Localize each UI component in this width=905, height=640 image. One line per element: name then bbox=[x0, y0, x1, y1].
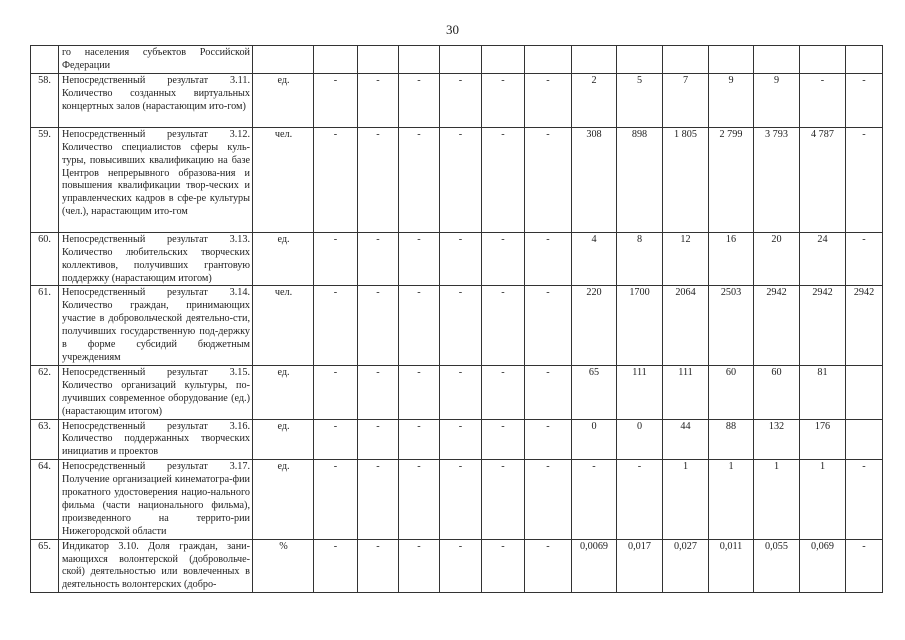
value-cell: 0,055 bbox=[754, 539, 800, 593]
value-cell: - bbox=[525, 73, 572, 127]
value-cell: 1 bbox=[663, 460, 709, 539]
value-cell: 4 bbox=[572, 232, 617, 286]
value-cell: - bbox=[440, 127, 482, 232]
value-cell: 308 bbox=[572, 127, 617, 232]
page-number: 30 bbox=[446, 22, 459, 37]
unit-cell: % bbox=[253, 539, 314, 593]
value-cell: - bbox=[482, 365, 525, 419]
value-cell: - bbox=[525, 419, 572, 460]
description-cell: Непосредственный результат 3.14. Количество граждан, принимающих участие в добровольческой деятельно-сти, получивших государственную под-держку в форме субсидий бюджетным учреждениям bbox=[59, 286, 253, 365]
value-cell: 0,027 bbox=[663, 539, 709, 593]
value-cell: - bbox=[482, 539, 525, 593]
table-row bbox=[31, 365, 883, 419]
value-cell: 0,069 bbox=[800, 539, 846, 593]
value-cell: - bbox=[358, 127, 399, 232]
value-cell: 1 805 bbox=[663, 127, 709, 232]
row-number-cell: 60. bbox=[31, 232, 59, 286]
table-row bbox=[31, 539, 883, 593]
value-cell: - bbox=[525, 365, 572, 419]
value-cell: - bbox=[358, 286, 399, 365]
value-cell: 0,017 bbox=[617, 539, 663, 593]
value-cell: - bbox=[314, 419, 358, 460]
value-cell: - bbox=[846, 232, 883, 286]
unit-cell: чел. bbox=[253, 286, 314, 365]
description-cell: Непосредственный результат 3.15. Количество организаций культуры, по-лучивших современное оборудование (ед.) (нарастающим итогом) bbox=[59, 365, 253, 419]
row-number-cell: 65. bbox=[31, 539, 59, 593]
unit-cell: чел. bbox=[253, 127, 314, 232]
value-cell: 2942 bbox=[754, 286, 800, 365]
value-cell: - bbox=[399, 419, 440, 460]
value-cell: 111 bbox=[617, 365, 663, 419]
value-cell: 16 bbox=[709, 232, 754, 286]
value-cell: 5 bbox=[617, 73, 663, 127]
value-cell: - bbox=[399, 73, 440, 127]
value-cell: 898 bbox=[617, 127, 663, 232]
row-number-cell: 59. bbox=[31, 127, 59, 232]
unit-cell: ед. bbox=[253, 73, 314, 127]
value-cell: - bbox=[399, 286, 440, 365]
value-cell: - bbox=[525, 539, 572, 593]
row-number-cell: 62. bbox=[31, 365, 59, 419]
row-number-cell bbox=[31, 46, 59, 74]
description-cell: Непосредственный результат 3.13. Количество любительских творческих коллективов, получивших грантовую поддержку (нарастающим итогом) bbox=[59, 232, 253, 286]
row-number-cell: 58. bbox=[31, 73, 59, 127]
value-cell: - bbox=[314, 286, 358, 365]
value-cell: - bbox=[482, 460, 525, 539]
value-cell: - bbox=[482, 286, 525, 365]
value-cell: - bbox=[314, 365, 358, 419]
value-cell: - bbox=[846, 73, 883, 127]
value-cell: - bbox=[846, 539, 883, 593]
value-cell: 81 bbox=[800, 365, 846, 419]
value-cell: - bbox=[482, 73, 525, 127]
value-cell: - bbox=[314, 73, 358, 127]
table-row bbox=[31, 232, 883, 286]
value-cell: - bbox=[440, 419, 482, 460]
value-cell: - bbox=[482, 232, 525, 286]
value-cell: 1 bbox=[800, 460, 846, 539]
description-cell: Индикатор 3.10. Доля граждан, зани-мающихся волонтерской (добровольче-ской) деятельностью или вовлеченных в деятельность волонтерских (добро- bbox=[59, 539, 253, 593]
continuation-row bbox=[31, 46, 883, 74]
value-cell: - bbox=[314, 232, 358, 286]
value-cell: 9 bbox=[709, 73, 754, 127]
value-cell: 2503 bbox=[709, 286, 754, 365]
value-cell: - bbox=[440, 73, 482, 127]
value-cell: 88 bbox=[709, 419, 754, 460]
value-cell: 1 bbox=[709, 460, 754, 539]
value-cell: - bbox=[482, 127, 525, 232]
unit-cell bbox=[253, 46, 314, 74]
row-number-cell: 61. bbox=[31, 286, 59, 365]
value-cell: 0,011 bbox=[709, 539, 754, 593]
value-cell: - bbox=[440, 232, 482, 286]
value-cell: 2064 bbox=[663, 286, 709, 365]
value-cell: - bbox=[440, 460, 482, 539]
value-cell: - bbox=[800, 73, 846, 127]
value-cell: - bbox=[525, 286, 572, 365]
value-cell: 2 799 bbox=[709, 127, 754, 232]
value-cell: 24 bbox=[800, 232, 846, 286]
value-cell: 111 bbox=[663, 365, 709, 419]
value-cell: - bbox=[358, 232, 399, 286]
value-cell: - bbox=[358, 419, 399, 460]
value-cell: 4 787 bbox=[800, 127, 846, 232]
value-cell: - bbox=[314, 127, 358, 232]
description-cell: Непосредственный результат 3.17. Получение организацией кинематогра-фии прокатного удостоверения нацио-нального фильма (части национального фильма), произведенного на террито-рии Нижегородской области bbox=[59, 460, 253, 539]
value-cell: - bbox=[617, 460, 663, 539]
value-cell: - bbox=[399, 460, 440, 539]
description-cell: Непосредственный результат 3.11. Количество созданных виртуальных концертных залов (нарастающим ито-гом) bbox=[59, 73, 253, 127]
value-cell: - bbox=[482, 419, 525, 460]
value-cell: 220 bbox=[572, 286, 617, 365]
value-cell: - bbox=[525, 127, 572, 232]
value-cell: - bbox=[399, 127, 440, 232]
value-cell: 2942 bbox=[846, 286, 883, 365]
value-cell: 2942 bbox=[800, 286, 846, 365]
value-cell: 8 bbox=[617, 232, 663, 286]
row-number-cell: 64. bbox=[31, 460, 59, 539]
value-cell: 1 bbox=[754, 460, 800, 539]
value-cell: 44 bbox=[663, 419, 709, 460]
value-cell: 65 bbox=[572, 365, 617, 419]
value-cell: - bbox=[572, 460, 617, 539]
value-cell: - bbox=[314, 539, 358, 593]
table-row bbox=[31, 419, 883, 460]
table-row bbox=[31, 127, 883, 232]
value-cell: - bbox=[525, 232, 572, 286]
value-cell: 9 bbox=[754, 73, 800, 127]
unit-cell: ед. bbox=[253, 365, 314, 419]
value-cell bbox=[846, 419, 883, 460]
unit-cell: ед. bbox=[253, 419, 314, 460]
value-cell: - bbox=[358, 460, 399, 539]
value-cell: 60 bbox=[754, 365, 800, 419]
value-cell: 0 bbox=[572, 419, 617, 460]
value-cell: 7 bbox=[663, 73, 709, 127]
description-cell: Непосредственный результат 3.16. Количество поддержанных творческих инициатив и проектов bbox=[59, 419, 253, 460]
value-cell: 132 bbox=[754, 419, 800, 460]
value-cell: - bbox=[440, 365, 482, 419]
value-cell: - bbox=[358, 539, 399, 593]
indicators-table bbox=[30, 45, 883, 593]
value-cell: - bbox=[314, 460, 358, 539]
value-cell: 12 bbox=[663, 232, 709, 286]
unit-cell: ед. bbox=[253, 460, 314, 539]
table-row bbox=[31, 460, 883, 539]
value-cell: - bbox=[399, 232, 440, 286]
value-cell: 2 bbox=[572, 73, 617, 127]
unit-cell: ед. bbox=[253, 232, 314, 286]
value-cell: 20 bbox=[754, 232, 800, 286]
value-cell: - bbox=[440, 539, 482, 593]
value-cell: 176 bbox=[800, 419, 846, 460]
value-cell: - bbox=[525, 460, 572, 539]
value-cell: 60 bbox=[709, 365, 754, 419]
value-cell: 0,0069 bbox=[572, 539, 617, 593]
value-cell: - bbox=[846, 127, 883, 232]
table-row bbox=[31, 286, 883, 365]
description-cell: го населения субъектов Российской Федерации bbox=[59, 46, 253, 74]
value-cell: - bbox=[399, 365, 440, 419]
value-cell: 1700 bbox=[617, 286, 663, 365]
value-cell: 0 bbox=[617, 419, 663, 460]
value-cell: - bbox=[440, 286, 482, 365]
value-cell: - bbox=[358, 73, 399, 127]
value-cell: - bbox=[846, 460, 883, 539]
value-cell: - bbox=[399, 539, 440, 593]
value-cell bbox=[846, 365, 883, 419]
row-number-cell: 63. bbox=[31, 419, 59, 460]
value-cell: 3 793 bbox=[754, 127, 800, 232]
description-cell: Непосредственный результат 3.12. Количество специалистов сферы куль-туры, повысивших квалификацию на базе Центров непрерывного образова-ния и повышения квалификации твор-ческих и управленческих кадров в сфе-ре культуры (чел.), нарастающим ито-гом bbox=[59, 127, 253, 232]
value-cell: - bbox=[358, 365, 399, 419]
table-row bbox=[31, 73, 883, 127]
